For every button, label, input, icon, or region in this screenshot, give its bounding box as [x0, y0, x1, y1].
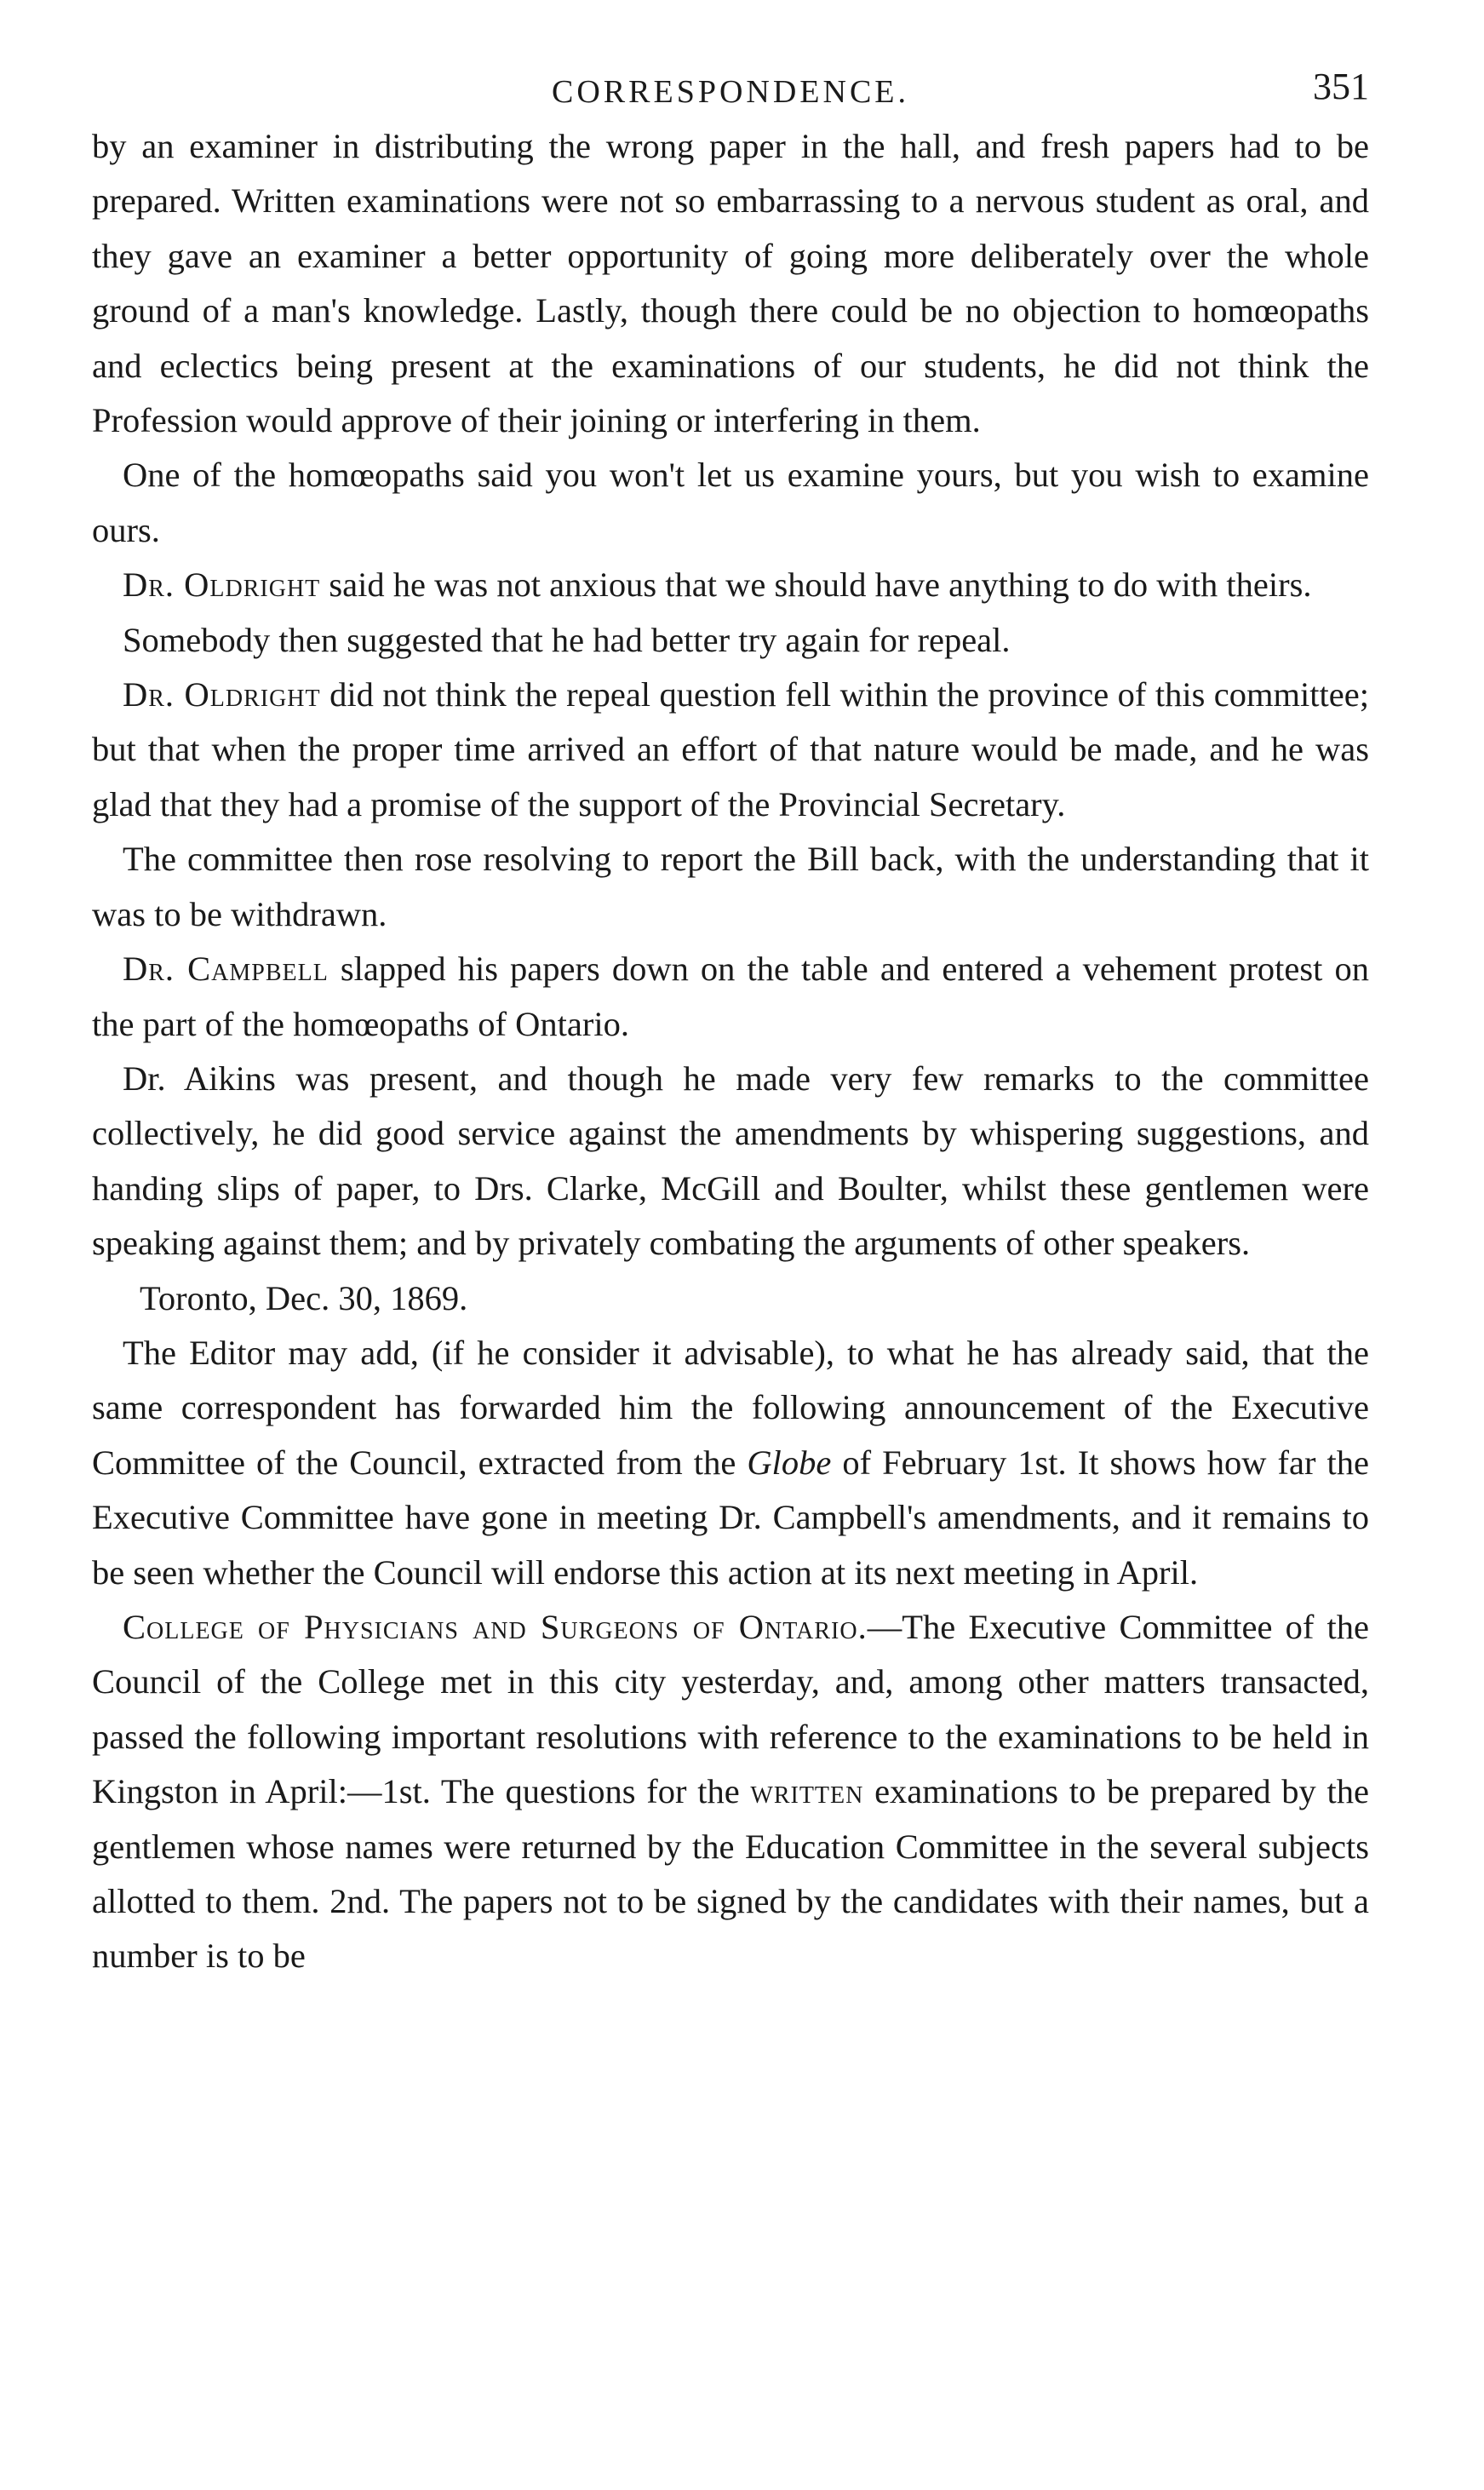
- dateline-text: Toronto, Dec. 30, 1869.: [140, 1278, 468, 1317]
- paragraph: [92, 558, 1369, 612]
- speaker-name: Dr. Oldright: [123, 565, 321, 605]
- speaker-name: Dr. Oldright: [123, 675, 321, 714]
- paragraph-text: One of the homœopaths said you won't let us examine yours, but you wish to examine ours.: [92, 456, 1369, 549]
- paragraph-text: —The Executive Committee of the Council of the College met in this city yesterday, and, among other matters transacted, passed the following important resolutions with reference to the examinations to be held in Kingston in April:—1st. The questions for the: [92, 1607, 1370, 1811]
- paragraph-text: slapped his papers down on the table and entered a vehement protest on the part of the homœopaths of Ontario.: [92, 950, 1369, 1043]
- paragraph: [92, 119, 1369, 448]
- paragraph: [92, 1052, 1369, 1271]
- paragraph-text: Dr. Aikins was present, and though he made very few remarks to the committee collectively, he did good service against the amendments by whispering suggestions, and handing slips of paper, to Drs. Clarke, McGill and Boulter, whilst these gentlemen were speaking against them; and by privately combating the arguments of other speakers.: [92, 1059, 1369, 1263]
- running-head: [92, 60, 1369, 119]
- paragraph: [92, 942, 1369, 1052]
- paragraph: [92, 1326, 1369, 1600]
- emphasis-word: written: [750, 1772, 864, 1811]
- paragraph-text: by an examiner in distributing the wrong paper in the hall, and fresh papers had to be prepared. Written examinations were not so embarrassing to a nervous student as oral, and they gave an examiner a better opportunity of going more deliberately over the whole ground of a man's knowledge. Lastly, though there could be no objection to homœopaths and eclectics being present at the examinations of our students, he did not think the Profession would approve of their joining or interfering in them.: [92, 127, 1369, 440]
- paragraph: [92, 668, 1369, 832]
- speaker-name: Dr. Campbell: [123, 950, 329, 989]
- book-page: [92, 60, 1369, 1984]
- newspaper-title: Globe: [747, 1443, 832, 1482]
- paragraph-text: of February 1st. It shows how far the Executive Committee have gone in meeting Dr. Campbell's amendments, and it remains to be seen whether the Council will endorse this action at its next meeting in April.: [92, 1443, 1369, 1592]
- paragraph-text: Somebody then suggested that he had better try again for repeal.: [123, 620, 1011, 659]
- body-text: [92, 119, 1369, 1984]
- paragraph-text: examinations to be prepared by the gentlemen whose names were returned by the Education Committee in the several subjects allotted to them. 2nd. The papers not to be signed by the candidates with their names, but a number is to be: [92, 1772, 1369, 1976]
- page-number: 351: [1313, 66, 1369, 107]
- section-heading: College of Physicians and Surgeons of Ontario.: [123, 1607, 868, 1646]
- paragraph: [92, 1600, 1369, 1984]
- paragraph-text: The committee then rose resolving to report the Bill back, with the understanding that it was to be withdrawn.: [92, 840, 1369, 933]
- paragraph: [92, 448, 1369, 558]
- paragraph: [92, 613, 1369, 668]
- paragraph-text: said he was not anxious that we should have anything to do with theirs.: [320, 565, 1312, 605]
- paragraph: [92, 832, 1369, 942]
- paragraph-text: The Editor may add, (if he consider it advisable), to what he has already said, that the same correspondent has forwarded him the following announcement of the Executive Committee of the Council, extracted from the: [92, 1333, 1369, 1482]
- dateline: [92, 1271, 1369, 1326]
- running-title: CORRESPONDENCE.: [552, 74, 909, 110]
- paragraph-text: did not think the repeal question fell within the province of this committee; but that when the proper time arrived an effort of that nature would be made, and he was glad that they had a promise of the support of the Provincial Secretary.: [92, 675, 1369, 823]
